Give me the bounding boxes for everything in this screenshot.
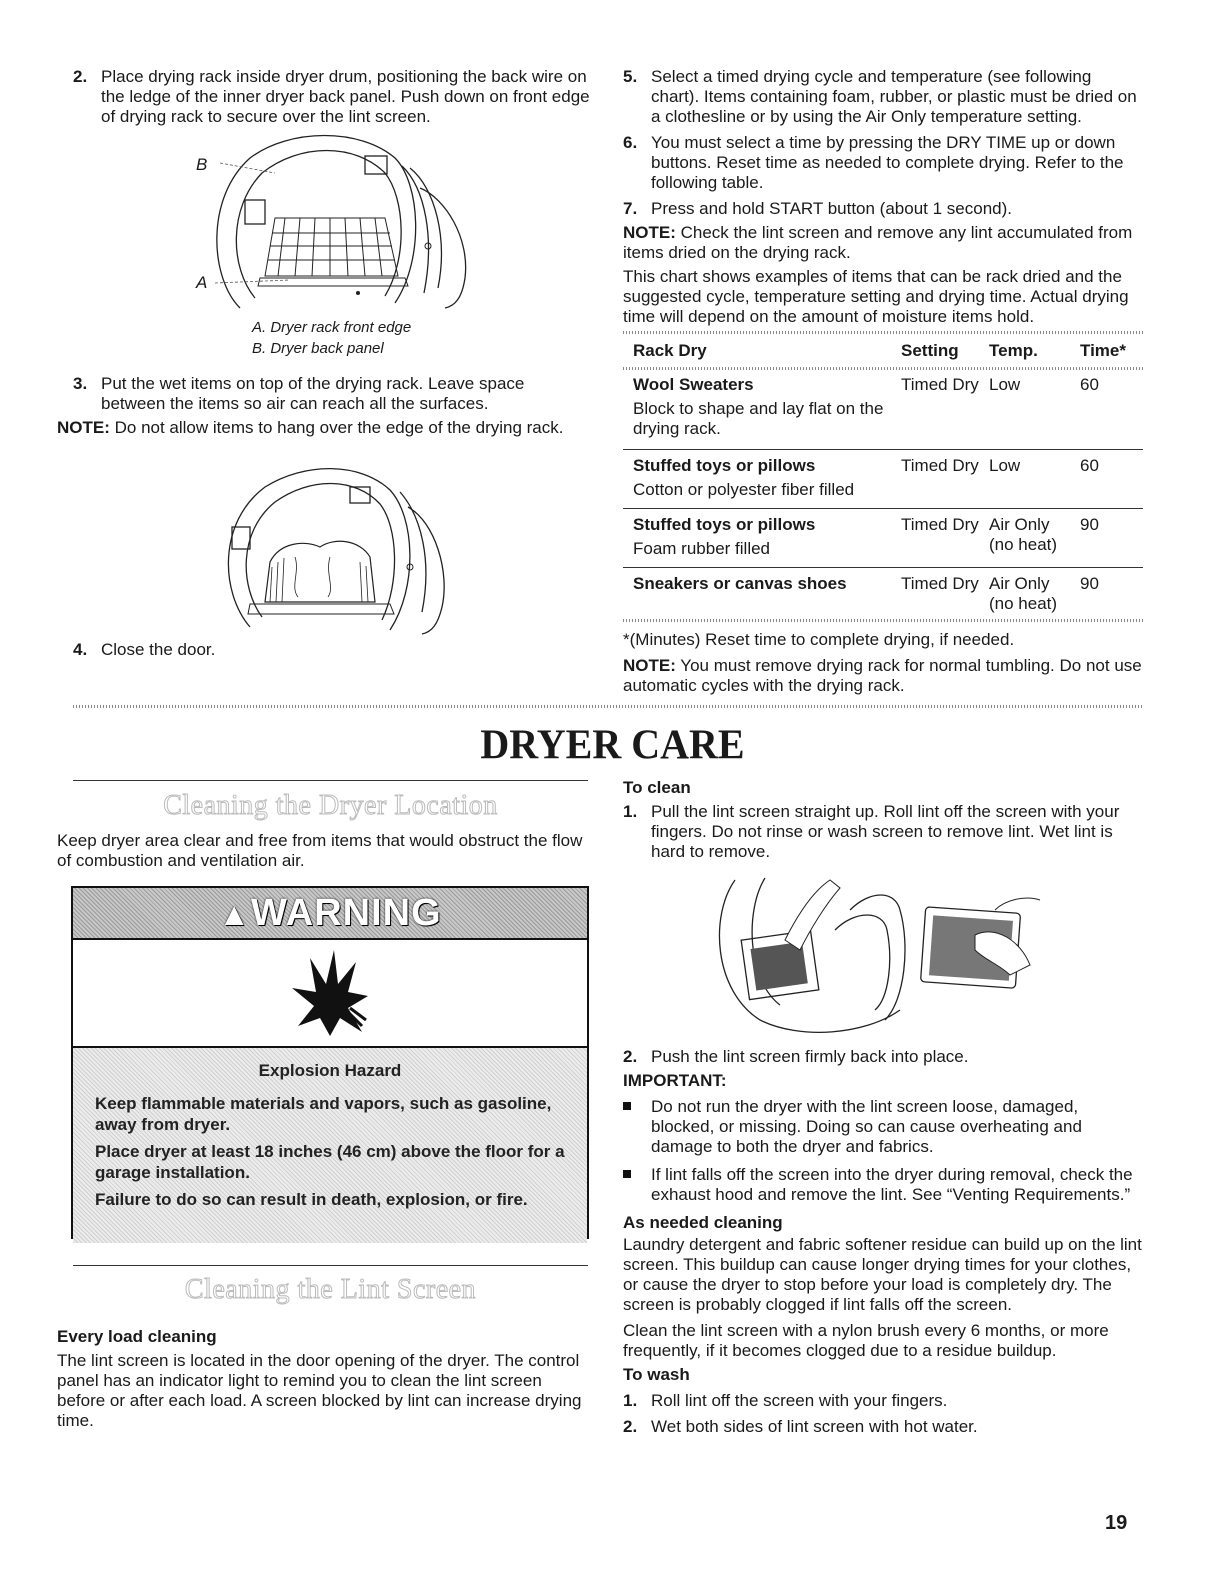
step-6: 6. You must select a time by pressing the DRY TIME up or down buttons. Reset time as needed to complete drying. Refer to the following table. (623, 133, 1124, 192)
bullet-icon (623, 1170, 631, 1178)
figure-label-a: A (196, 273, 208, 292)
row-time: 60 (1080, 375, 1099, 394)
footnote: *(Minutes) Reset time to complete drying, if needed. (623, 630, 1015, 649)
warning-header (73, 888, 587, 938)
note-remove-rack: NOTE: You must remove drying rack for normal tumbling. Do not use automatic cycles with the drying rack. (623, 656, 1142, 695)
step-4: 4. Close the door. (73, 640, 216, 659)
warning-box (71, 886, 589, 1239)
row-divider (623, 567, 1143, 568)
important-bullet: Do not run the dryer with the lint screen loose, damaged, blocked, or missing. Doing so can cause overheating and damage to both the dryer and fabrics. (623, 1097, 1143, 1157)
caption-b: B. Dryer back panel (252, 340, 384, 357)
col-header-time: Time* (1080, 341, 1126, 360)
row-item: Sneakers or canvas shoes (633, 574, 847, 593)
left-step-4 (73, 640, 583, 660)
alert-triangle-icon: ▲ (218, 895, 251, 932)
every-load-text: The lint screen is located in the door opening of the dryer. The control panel has an indicator light to remind you to clean the lint screen before or after each load. A screen blocked by lint can increase drying time. (57, 1351, 582, 1430)
row-temp-note: (no heat) (989, 594, 1058, 613)
row-temp: Air Only (989, 515, 1050, 534)
step-3: 3. Put the wet items on top of the drying rack. Leave space between the items so air can reach all the surfaces. (73, 374, 525, 413)
nylon-brush-text: Clean the lint screen with a nylon brush every 6 months, or more frequently, if it becomes clogged due to a residue buildup. (623, 1321, 1109, 1360)
left-steps-3 (57, 374, 583, 438)
table-row (633, 574, 1143, 614)
clean-step-2: 2. Push the lint screen firmly back into place. (623, 1047, 969, 1066)
figure-label-b: B (196, 155, 208, 174)
step-2: 2. Place drying rack inside dryer drum, positioning the back wire on the ledge of the inner dryer back panel. Push down on front edge of drying rack to secure over the lint screen. (73, 67, 590, 126)
table-footnotes (623, 630, 1143, 696)
row-setting: Timed Dry (901, 574, 979, 593)
row-item: Stuffed toys or pillows (633, 515, 816, 534)
rack-dry-row-3 (633, 515, 1143, 559)
row-setting: Timed Dry (901, 515, 979, 534)
every-load-heading: Every load cleaning (57, 1327, 217, 1346)
explosion-icon (290, 948, 370, 1038)
col-header-rack-dry: Rack Dry (633, 341, 707, 360)
dryer-location-text: Keep dryer area clear and free from items that would obstruct the flow of combustion and ventilation air. (57, 831, 583, 870)
caption-a: A. Dryer rack front edge (252, 319, 412, 336)
row-setting: Timed Dry (901, 375, 979, 394)
items-on-rack-illustration (210, 462, 450, 638)
warning-line: Failure to do so can result in death, explosion, or fire. (95, 1190, 528, 1209)
row-time: 90 (1080, 515, 1099, 534)
hazard-title: Explosion Hazard (258, 1061, 402, 1080)
table-row (633, 456, 1143, 500)
important-bullet: If lint falls off the screen into the dryer during removal, check the exhaust hood and remove the lint. See “Venting Requirements.” (623, 1165, 1143, 1205)
row-time: 90 (1080, 574, 1099, 593)
page-divider (73, 705, 1143, 708)
as-needed-text: Laundry detergent and fabric softener residue can build up on the lint screen. This buildup can cause longer drying times for your clothes, or cause the dryer to stop before your load is completely dry. The screen is probably clogged if lint falls off the screen. (623, 1235, 1142, 1314)
section-title-lint-screen: Cleaning the Lint Screen (184, 1274, 477, 1305)
row-temp: Air Only (989, 574, 1050, 593)
to-wash-heading: To wash (623, 1365, 690, 1384)
every-load-section (57, 1327, 592, 1431)
wash-step-1: 1. Roll lint off the screen with your fingers. (623, 1391, 948, 1410)
row-desc: Foam rubber filled (633, 539, 771, 558)
clean-step-1: 1. Pull the lint screen straight up. Roll lint off the screen with your fingers. Do not rinse or wash screen to remove lint. Wet lint is hard to remove. (623, 802, 1120, 861)
wash-step-2: 2. Wet both sides of lint screen with hot water. (623, 1417, 978, 1436)
rack-dry-table-body (633, 375, 1143, 447)
table-top-rule (623, 331, 1143, 334)
drying-rack-illustration (180, 128, 480, 316)
section-rule (73, 780, 588, 781)
figure-captions (252, 318, 552, 358)
left-top-column (73, 67, 593, 127)
row-temp-note: (no heat) (989, 535, 1058, 554)
as-needed-heading: As needed cleaning (623, 1213, 783, 1232)
bullet-icon (623, 1102, 631, 1110)
row-desc: Block to shape and lay flat on the drying rack. (633, 399, 884, 438)
to-clean-heading: To clean (623, 778, 691, 797)
row-item: Stuffed toys or pillows (633, 456, 816, 475)
warning-line: Place dryer at least 18 inches (46 cm) above the floor for a garage installation. (95, 1142, 565, 1182)
section-title-dryer-location: Cleaning the Dryer Location (163, 790, 498, 821)
rack-dry-row-2 (633, 456, 1143, 500)
chart-intro: This chart shows examples of items that can be rack dried and the suggested cycle, temperature setting and drying time. Actual drying time will depend on the amount of moisture items hold. (623, 267, 1129, 326)
row-divider (623, 508, 1143, 509)
to-clean-section (623, 778, 1143, 862)
row-desc: Cotton or polyester fiber filled (633, 480, 855, 499)
row-item: Wool Sweaters (633, 375, 754, 394)
rack-dry-row-4 (633, 574, 1143, 614)
table-header-rule (623, 367, 1143, 370)
step-5: 5. Select a timed drying cycle and temperature (see following chart). Items containing foam, rubber, or plastic must be dried on a clothesline or by using the Air Only temperature setting. (623, 67, 1137, 126)
row-temp: Low (989, 375, 1021, 394)
row-time: 60 (1080, 456, 1099, 475)
row-temp: Low (989, 456, 1021, 475)
row-setting: Timed Dry (901, 456, 979, 475)
right-bottom-column (623, 1047, 1143, 1437)
warning-body (73, 1048, 587, 1243)
warning-symbol-area (73, 938, 587, 1048)
right-top-column (623, 67, 1143, 327)
col-header-temp: Temp. (989, 341, 1038, 360)
table-row (633, 515, 1143, 559)
row-divider (623, 449, 1143, 450)
table-bottom-rule (623, 619, 1143, 622)
main-title: DRYER CARE (480, 720, 745, 769)
important-label: IMPORTANT: (623, 1071, 727, 1090)
step-7: 7. Press and hold START button (about 1 second). (623, 199, 1012, 218)
section-rule (73, 1265, 588, 1266)
page-number: 19 (1105, 1512, 1128, 1534)
warning-line: Keep flammable materials and vapors, such as gasoline, away from dryer. (95, 1094, 552, 1134)
lint-screen-illustration (705, 870, 1050, 1040)
col-header-setting: Setting (901, 341, 959, 360)
table-row (633, 375, 1143, 447)
note-overhang: NOTE: Do not allow items to hang over the edge of the drying rack. (57, 418, 564, 437)
warning-title: ▲WARNING (218, 891, 442, 934)
note-lint: NOTE: Check the lint screen and remove any lint accumulated from items dried on the drying rack. (623, 223, 1133, 262)
